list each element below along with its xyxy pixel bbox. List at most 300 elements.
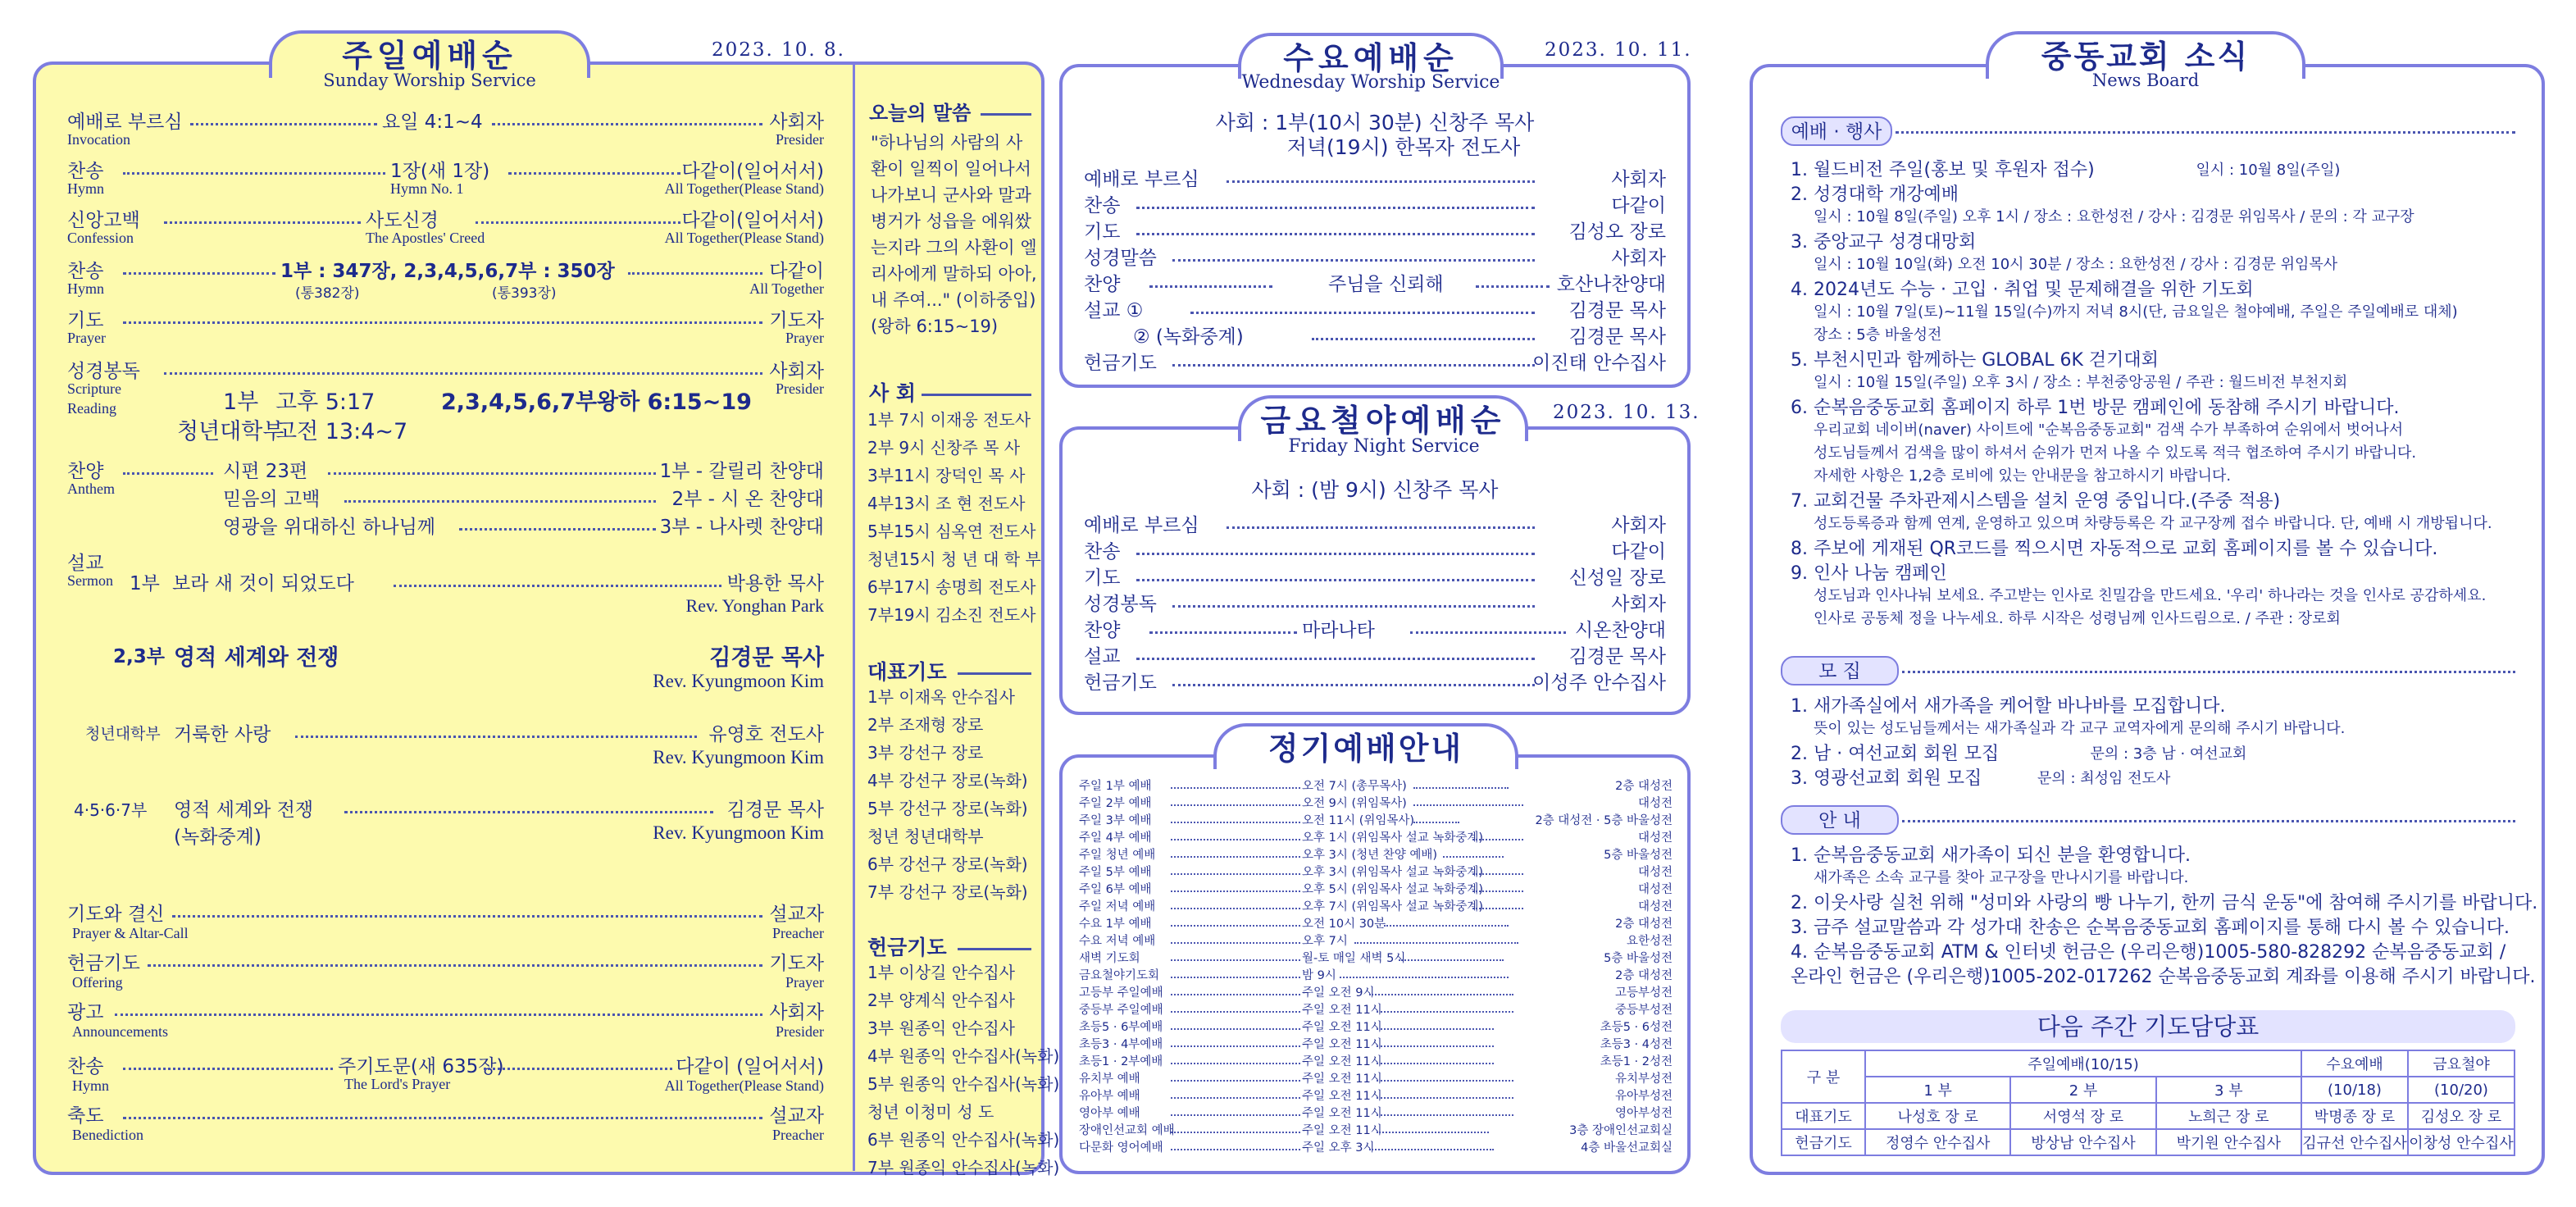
rep-line: 7부 강선구 장로(녹화) [867, 882, 1028, 902]
table-row [1079, 811, 1673, 828]
leader-dots [123, 321, 762, 324]
order-item: 사도신경 [366, 210, 439, 231]
leader-dots [1136, 233, 1535, 235]
order-role: 이성주 안수집사 [1532, 672, 1666, 694]
table-row [1782, 1129, 2515, 1155]
news-item-title: 4. 2024년도 수능 · 고입 · 취업 및 문제해결을 위한 기도회 [1791, 280, 2254, 300]
leader-dots [1377, 1063, 1494, 1064]
order-item: 주님을 신뢰해 [1328, 274, 1444, 295]
off-line: 4부 원종익 안수집사(녹화) [867, 1046, 1060, 1066]
section-label-notice: 안 내 [1781, 805, 1899, 835]
anthem-song: 믿음의 고백 [223, 489, 321, 510]
order-role: 김경문 목사 [1568, 326, 1666, 348]
table-cell: 박명종 장 로 [2301, 1103, 2408, 1129]
schedule-time: 주일 오전 11시 [1302, 1107, 1382, 1120]
schedule-name: 주일 4부 예배 [1079, 831, 1152, 845]
friday-title: 금요철야예배순 [1260, 403, 1506, 439]
sermon-title: 영적 세계와 전쟁 [174, 799, 314, 821]
off-line: 7부 원종익 안수집사(녹화) [867, 1158, 1060, 1177]
schedule-place: 유아부성전 [1614, 1090, 1673, 1103]
leader-dots [1443, 856, 1504, 858]
sermon-part: 2,3부 [113, 646, 165, 667]
leader-dots [123, 1068, 333, 1070]
order-label: 기도 [67, 310, 104, 331]
leader-dots [1171, 822, 1300, 823]
leader-dots [492, 123, 762, 125]
leader-dots [1472, 908, 1523, 909]
schedule-place: 4층 바울선교회실 [1581, 1141, 1673, 1155]
news-item-title: 1. 새가족실에서 새가족을 케어할 바나바를 모집합니다. [1791, 696, 2226, 717]
order-role: 다같이 (일어서서) [676, 1056, 824, 1077]
table-header: 1 부 [1865, 1077, 2010, 1103]
news-item-title: 온라인 헌금은 (우리은행)1005-202-017262 순복음중동교회 계좌를 이용해 주시기 바랍니다. [1791, 967, 2536, 987]
order-label: 찬양 [1084, 274, 1121, 295]
order-label: 헌금기도 [1084, 672, 1157, 694]
schedule-name: 주일 1부 예배 [1079, 780, 1152, 793]
order-label-en: Prayer & Altar-Call [72, 925, 189, 941]
leader-dots [1377, 1045, 1494, 1047]
order-role: 이진태 안수집사 [1532, 353, 1666, 374]
host-line: 2부 9시 신창주 목 사 [867, 438, 1021, 458]
schedule-name: 장애인선교회 예배 [1079, 1124, 1175, 1137]
leader-dots [123, 272, 275, 275]
scripture-ref: 왕하 6:15~19 [597, 389, 752, 415]
leader-dots [1171, 908, 1300, 909]
leader-dots [1172, 259, 1535, 262]
table-row [1079, 845, 1673, 863]
leader-dots [1312, 338, 1535, 340]
order-label: 찬양 [1084, 620, 1121, 641]
scripture-part: 청년대학부 [177, 419, 284, 444]
news-item-detail: 일시 : 10월 10일(화) 오전 10시 30분 / 장소 : 요한성전 / 강사 : 김경문 위임목사 [1814, 256, 2338, 273]
leader-dots [1377, 1132, 1489, 1133]
friday-host: 사회 : (밤 9시) 신창주 목사 [1251, 478, 1499, 502]
leader-dots [1171, 994, 1300, 995]
order-role-en: All Together(Please Stand) [664, 1077, 824, 1094]
order-role: 신성일 장로 [1568, 567, 1666, 589]
order-role: 사회자 [769, 361, 824, 382]
word-title: 오늘의 말씀 [869, 102, 972, 125]
leader-dots [1171, 856, 1300, 858]
sermon-preacher: 유영호 전도사 [708, 724, 824, 745]
table-row [1079, 777, 1673, 794]
word_lines-line: 내 주여..." (이하중입) [871, 290, 1036, 310]
order-label: 예배로 부르심 [1084, 169, 1199, 190]
news-item-detail: 인사로 공동체 정을 나누세요. 하루 시작은 성령님께 인사드림으로. / 주관 : 장로회 [1814, 610, 2341, 627]
leader-dots [148, 964, 762, 967]
off-line: 2부 양계식 안수집사 [867, 991, 1015, 1010]
sermon-title: 거룩한 사랑 [174, 724, 271, 745]
table-row [1782, 1103, 2515, 1129]
order-item-en: The Apostles' Creed [366, 230, 485, 246]
leader-dots [1410, 631, 1566, 634]
table-row [1079, 1069, 1673, 1086]
host-line: 4부13시 조 현 전도사 [867, 494, 1026, 513]
order-role-en: Presider [776, 131, 824, 148]
order-role-en: Preacher [772, 925, 824, 941]
order-role-en: All Together [749, 280, 824, 297]
order-label: 설교 [1084, 646, 1121, 667]
section-rule [1896, 131, 2515, 134]
schedule-time: 밤 9시 [1302, 969, 1336, 982]
schedule-place: 2층 대성전 [1615, 780, 1673, 793]
leader-dots [1172, 364, 1535, 367]
leader-dots [1227, 180, 1535, 183]
host-line: 1부 7시 이재웅 전도사 [867, 410, 1031, 430]
leader-dots [1171, 1063, 1300, 1064]
news-item-title: 3. 금주 설교말씀과 각 성가대 찬송은 순복음중동교회 홈페이지를 통해 다시 볼 수 있습니다. [1791, 918, 2510, 938]
leader-dots [1136, 553, 1535, 555]
order-role-en: Prayer [785, 974, 824, 991]
order-label: 축도 [67, 1105, 104, 1127]
news-item-detail: 뜻이 있는 성도님들께서는 새가족실과 각 교구 교역자에게 문의해 주시기 바랍니다. [1814, 720, 2346, 737]
order-label: 찬송 [67, 1056, 104, 1077]
rep-line: 청년 청년대학부 [867, 827, 984, 846]
order-role: 사회자 [1611, 248, 1666, 269]
table-cell: 방상남 안수집사 [2010, 1129, 2155, 1155]
order-label: 찬송 [67, 161, 104, 182]
table-cell: 서영석 장 로 [2010, 1103, 2155, 1129]
news-item-detail: 우리교회 네이버(naver) 사이트에 "순복음중동교회" 검색 수가 부족하여 순위에서 벗어나서 [1814, 421, 2404, 439]
leader-dots [172, 915, 762, 918]
leader-dots [190, 123, 377, 125]
order-role: 다같이(일어서서) [681, 210, 824, 231]
word_lines-line: 리사에게 말하되 아아, [871, 264, 1037, 284]
host-line: 6부17시 송명희 전도사 [867, 577, 1036, 597]
order-label-en: Invocation [67, 131, 130, 148]
leader-dots [1149, 285, 1272, 288]
news-item-title: 4. 순복음중동교회 ATM & 인터넷 헌금은 (우리은행)1005-580-828292 순복음중동교회 / [1791, 942, 2506, 963]
order-role: 다같이(일어서서) [681, 161, 824, 182]
table-header: 2 부 [2010, 1077, 2155, 1103]
order-role-en: All Together(Please Stand) [664, 180, 824, 197]
sermon-preacher-en: Rev. Yonghan Park [685, 595, 824, 616]
friday-date: 2023. 10. 13. [1553, 402, 1700, 423]
leader-dots [1472, 890, 1523, 892]
leader-dots [1136, 579, 1535, 581]
leader-dots [1377, 1011, 1513, 1013]
word_lines-line: (왕하 6:15~19) [871, 317, 999, 336]
leader-dots [459, 528, 656, 531]
friday-title-tab [1238, 395, 1528, 441]
order-role-en: Preacher [772, 1127, 824, 1143]
news-item-title: 3. 중앙교구 성경대망회 [1791, 232, 1977, 253]
order-label-en: Sermon [67, 572, 113, 589]
rep-line: 5부 강선구 장로(녹화) [867, 799, 1028, 818]
schedule-name: 주일 2부 예배 [1079, 797, 1152, 810]
order-label-en: Benediction [72, 1127, 143, 1143]
schedule-place: 중등부성전 [1614, 1004, 1673, 1017]
leader-dots [344, 500, 656, 503]
table-row [1079, 1000, 1673, 1018]
table-row [1079, 794, 1673, 811]
schedule-name: 초등3 · 4부예배 [1079, 1038, 1163, 1051]
regular-schedule-list [1079, 777, 1673, 1155]
order-item-sub: (통382장) [295, 285, 360, 302]
news-item-title: 5. 부천시민과 함께하는 GLOBAL 6K 걷기대회 [1791, 350, 2159, 371]
order-role: 사회자 [769, 112, 824, 133]
leader-dots [123, 1117, 762, 1119]
section-rule [1902, 671, 2515, 673]
sermon-preacher-en: Rev. Kyungmoon Kim [653, 671, 824, 691]
order-item: 1부 : 347장, 2,3,4,5,6,7부 : 350장 [280, 261, 615, 282]
order-label: 설교 [67, 553, 104, 574]
news-item-title: 3. 영광선교회 회원 모집 [1791, 768, 1982, 789]
news-item-detail: 일시 : 10월 15일(주일) 오후 3시 / 장소 : 부천중앙공원 / 주관 : 월드비전 부천지회 [1814, 374, 2348, 391]
order-role: 시온찬양대 [1574, 620, 1666, 641]
section-rule [922, 394, 1031, 396]
table-cell: 이창성 안수집사 [2408, 1129, 2515, 1155]
table-row [1079, 966, 1673, 983]
word_lines-line: 환이 일찍이 일어나서 [871, 159, 1031, 179]
leader-dots [115, 1013, 762, 1016]
leader-dots [295, 736, 697, 738]
scripture-part: 2,3,4,5,6,7부 [441, 389, 598, 415]
schedule-name: 주일 청년 예배 [1079, 849, 1156, 862]
table-cell: 노희근 장 로 [2156, 1103, 2301, 1129]
leader-dots [1476, 285, 1550, 288]
leader-dots [1472, 873, 1523, 875]
order-item: 1장(새 1장) [390, 161, 490, 182]
order-label-en: Scripture [67, 380, 121, 397]
schedule-time: 주일 오전 11시 [1302, 1055, 1382, 1068]
schedule-name: 영아부 예배 [1079, 1107, 1140, 1120]
leader-dots [1171, 1080, 1300, 1082]
order-label: 예배로 부르심 [67, 112, 183, 133]
leader-dots [1171, 873, 1300, 875]
news-item-sub: 문의 : 최성임 전도사 [2037, 770, 2171, 787]
host-line: 5부15시 심옥연 전도사 [867, 522, 1036, 541]
sermon-title: 보라 새 것이 되었도다 [172, 573, 354, 594]
schedule-name: 수요 1부 예배 [1079, 918, 1152, 931]
sunday-title: 주일예배순 [342, 38, 517, 74]
sermon-preacher: 김경문 목사 [726, 799, 824, 821]
sermon-title: 영적 세계와 전쟁 [174, 645, 339, 671]
order-role: 기도자 [769, 310, 824, 331]
news-item-title: 2. 남 · 여선교회 회원 모집 [1791, 744, 2000, 764]
table-cell: 나성호 장 로 [1865, 1103, 2010, 1129]
scripture-part: 1부 [223, 389, 259, 415]
schedule-place: 대성전 [1637, 883, 1673, 896]
leader-dots [1171, 942, 1300, 944]
sermon-part: 1부 [130, 573, 160, 594]
order-label: 예배로 부르심 [1084, 515, 1199, 536]
table-row [1079, 880, 1673, 897]
news-item-detail: 장소 : 5층 바울성전 [1814, 326, 1942, 344]
schedule-time: 오전 11시 (위임목사) [1302, 814, 1415, 827]
wednesday-date: 2023. 10. 11. [1545, 39, 1692, 61]
scripture-ref: 고후 5:17 [275, 389, 375, 415]
news-item-detail: 새가족은 소속 교구를 찾아 교구장을 만나시기를 바랍니다. [1814, 869, 2189, 886]
order-label-en: Anthem [67, 481, 115, 497]
off-line: 1부 이상길 안수집사 [867, 963, 1015, 982]
host-line: 3부11시 장덕인 목 사 [867, 466, 1026, 485]
order-label: 설교 ① [1084, 300, 1144, 321]
offering-prayer-title: 헌금기도 [867, 936, 947, 959]
order-role: 김경문 목사 [1568, 646, 1666, 667]
order-label-en: Offering [72, 974, 123, 991]
order-role: 다같이 [1611, 195, 1666, 216]
order-role-en: Presider [776, 1023, 824, 1040]
order-role: 사회자 [1611, 515, 1666, 536]
leader-dots [1377, 1080, 1513, 1082]
leader-dots [1136, 207, 1535, 209]
leader-dots [1171, 787, 1300, 789]
leader-dots [1171, 804, 1300, 806]
leader-dots [628, 272, 762, 275]
schedule-time: 오후 3시 (청년 찬양 예배) [1302, 849, 1438, 862]
order-label: 헌금기도 [67, 953, 140, 974]
schedule-place: 대성전 [1637, 797, 1673, 810]
leader-dots [1340, 977, 1509, 978]
order-role: 기도자 [769, 953, 824, 974]
order-label: 기도 [1084, 221, 1121, 243]
off-line: 3부 원종익 안수집사 [867, 1018, 1015, 1038]
news-item-title: 1. 월드비전 주일(홍보 및 후원자 접수) [1791, 160, 2095, 180]
regular-title-tab [1213, 723, 1518, 769]
table-row [1079, 949, 1673, 966]
sermon-preacher-en: Rev. Kyungmoon Kim [653, 747, 824, 767]
news-title: 중동교회 소식 [2041, 39, 2251, 75]
anthem-song: 영광을 위대하신 하나님께 [223, 517, 436, 538]
order-label: 찬송 [1084, 541, 1121, 563]
order-item-en: The Lord's Prayer [344, 1076, 451, 1092]
leader-dots [1172, 684, 1535, 686]
off-line: 청년 이청미 성 도 [867, 1102, 994, 1122]
table-cell: 박기원 안수집사 [2156, 1129, 2301, 1155]
order-item: 요일 4:1~4 [382, 112, 483, 133]
leader-dots [1171, 1045, 1300, 1047]
wednesday-host: 사회 : 1부(10시 30분) 신창주 목사 [1215, 111, 1535, 134]
order-label: 찬양 [67, 461, 104, 482]
anthem-song: 시편 23편 [223, 461, 308, 482]
schedule-time: 주일 오전 11시 [1302, 1073, 1382, 1086]
table-header: 구 분 [1782, 1050, 1865, 1103]
sunday-date: 2023. 10. 8. [712, 39, 845, 61]
leader-dots [1472, 839, 1523, 840]
schedule-place: 2층 대성전 [1615, 918, 1673, 931]
schedule-name: 주일 3부 예배 [1079, 814, 1152, 827]
schedule-time: 주일 오전 11시 [1302, 1124, 1382, 1137]
order-label: 기도와 결신 [67, 904, 165, 925]
order-role: 사회자 [1611, 594, 1666, 615]
order-item-sub: (통393장) [492, 285, 557, 302]
schedule-name: 고등부 주일예배 [1079, 986, 1163, 1000]
schedule-place: 5층 바울성전 [1604, 952, 1673, 965]
table-row [1079, 1121, 1673, 1138]
anthem-choir: 3부 - 나사렛 찬양대 [659, 517, 824, 538]
order-role-en: Presider [776, 380, 824, 397]
row-label: 대표기도 [1782, 1103, 1865, 1129]
order-item: 마라나타 [1302, 620, 1375, 641]
leader-dots [1171, 977, 1300, 978]
schedule-place: 초등3 · 4성전 [1600, 1038, 1673, 1051]
schedule-time: 주일 오전 11시 [1302, 1090, 1382, 1103]
leader-dots [484, 1068, 672, 1070]
leader-dots [1377, 1028, 1494, 1030]
section-rule [1902, 820, 2515, 822]
leader-dots [476, 221, 680, 224]
order-role: 설교자 [769, 904, 824, 925]
schedule-time: 오후 1시 (위임목사 설교 녹화중계) [1302, 831, 1484, 845]
order-label: 헌금기도 [1084, 353, 1157, 374]
leader-dots [1171, 1149, 1300, 1150]
prayer-table-title: 다음 주간 기도담당표 [1781, 1010, 2515, 1043]
leader-dots [1171, 1097, 1300, 1099]
schedule-place: 대성전 [1637, 900, 1673, 913]
schedule-time: 주일 오전 9시 [1302, 986, 1375, 1000]
schedule-place: 영아부성전 [1614, 1107, 1673, 1120]
table-header: 수요예배 [2301, 1050, 2408, 1077]
schedule-place: 2층 대성전 · 5층 바울성전 [1535, 814, 1673, 827]
table-header: 3 부 [2156, 1077, 2301, 1103]
prayer-table [1781, 1050, 2515, 1156]
table-row [1079, 828, 1673, 845]
news-item-title: 2. 성경대학 개강예배 [1791, 184, 1959, 205]
order-label-en: Announcements [72, 1023, 168, 1040]
table-row [1079, 897, 1673, 914]
wednesday-subtitle: Wednesday Worship Service [1241, 72, 1500, 93]
order-label-en: Hymn [67, 180, 104, 197]
table-row [1079, 1035, 1673, 1052]
news-item-title: 6. 순복음중동교회 홈페이지 하루 1번 방문 캠페인에 동참해 주시기 바랍니다. [1791, 398, 2400, 418]
table-header: 금요철야 [2408, 1050, 2515, 1077]
sermon-preacher: 김경문 목사 [709, 645, 824, 671]
news-item-title: 7. 교회건물 주차관제시스템을 설치 운영 중입니다.(주중 적용) [1791, 491, 2281, 512]
schedule-name: 주일 6부 예배 [1079, 883, 1152, 896]
order-label-en: Reading [67, 400, 116, 417]
schedule-place: 요한성전 [1626, 935, 1673, 948]
schedule-name: 중등부 주일예배 [1079, 1004, 1163, 1017]
schedule-name: 유치부 예배 [1079, 1073, 1140, 1086]
leader-dots [123, 472, 213, 475]
anthem-choir: 1부 - 갈릴리 찬양대 [659, 461, 824, 482]
news-item-detail: 성도님과 인사나눠 보세요. 주고받는 인사로 친밀감을 만드세요. '우리' 하나라는 것을 인사로 공감하세요. [1814, 587, 2487, 604]
rep-line: 2부 조재형 장로 [867, 715, 984, 735]
word_lines-line: 는지라 그의 사환이 엘 [871, 238, 1037, 257]
leader-dots [1413, 787, 1509, 789]
leader-dots [1171, 839, 1300, 840]
order-role-en: Prayer [785, 330, 824, 346]
order-label-en: Confession [67, 230, 134, 246]
anthem-choir: 2부 - 시 온 찬양대 [671, 489, 824, 510]
news-item-detail: 자세한 사항은 1,2층 로비에 있는 안내문을 참고하시기 바랍니다. [1814, 467, 2232, 485]
rep-prayer-title: 대표기도 [867, 660, 947, 684]
table-row [1079, 1138, 1673, 1155]
order-role: 사회자 [1611, 169, 1666, 190]
schedule-place: 3층 장애인선교회실 [1569, 1124, 1673, 1137]
table-row [1079, 1086, 1673, 1104]
leader-dots [1354, 942, 1518, 944]
host-line: 청년15시 청 년 대 학 부 [867, 549, 1041, 569]
leader-dots [1413, 804, 1523, 806]
order-role: 호산나찬양대 [1556, 274, 1666, 295]
leader-dots [164, 372, 762, 375]
news-item-detail: 성도님들께서 검색을 많이 하셔서 순위가 먼저 나올 수 있도록 적극 협조하여 주시기 바랍니다. [1814, 444, 2417, 462]
word_lines-line: 나가보니 군사와 말과 [871, 185, 1031, 205]
leader-dots [123, 172, 385, 175]
wednesday-title: 수요예배순 [1283, 40, 1459, 76]
order-label-en: Hymn [72, 1077, 109, 1094]
news-item-detail: 일시 : 10월 7일(토)~11월 15일(수)까지 저녁 8시(단, 금요일은 철야예배, 주일은 주일예배로 대체) [1814, 303, 2458, 321]
leader-dots [1136, 658, 1535, 660]
schedule-time: 오전 7시 (총무목사) [1302, 780, 1407, 793]
schedule-time: 주일 오전 11시 [1302, 1038, 1382, 1051]
leader-dots [1149, 631, 1297, 634]
leader-dots [1171, 1028, 1300, 1030]
leader-dots [1377, 1097, 1513, 1099]
schedule-place: 유치부성전 [1614, 1073, 1673, 1086]
